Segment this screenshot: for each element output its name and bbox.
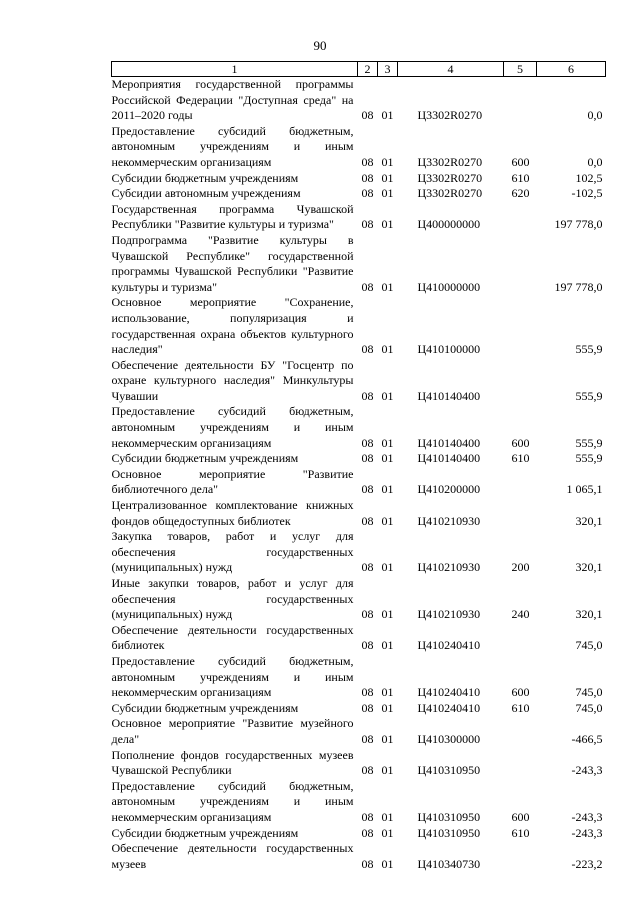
target-article-code: Ц410310950: [417, 809, 481, 824]
expense-type-code: 610: [511, 700, 530, 715]
subsection-code: 01: [381, 451, 394, 466]
header-cell: 2: [358, 62, 378, 77]
subsection-code: 01: [381, 560, 394, 575]
table-row: [112, 202, 606, 233]
expense-type-code: 620: [511, 186, 530, 201]
section-code: 08: [361, 731, 374, 746]
table-row: [112, 295, 606, 357]
subsection-code: 01: [381, 482, 394, 497]
row-name: Субсидии автономным учреждениям: [111, 186, 301, 201]
amount: 320,1: [575, 560, 603, 575]
amount: -466,5: [571, 731, 603, 746]
expense-type-code: 200: [511, 560, 530, 575]
target-article-code: Ц3302R0270: [417, 170, 483, 185]
amount: -243,3: [571, 825, 603, 840]
subsection-code: 01: [381, 513, 394, 528]
header-cell: 6: [537, 62, 606, 77]
expense-type-code: 240: [511, 607, 530, 622]
table-row: [112, 716, 606, 747]
subsection-code: 01: [381, 279, 394, 294]
section-code: 08: [361, 435, 374, 450]
section-code: 08: [361, 700, 374, 715]
row-name: Обеспечение деятельности государственных музеев: [111, 841, 354, 871]
header-cell: 3: [378, 62, 398, 77]
row-name: Иные закупки товаров, работ и услуг для обеспечения государственных (муниципальных) нужд: [111, 576, 354, 622]
subsection-code: 01: [381, 809, 394, 824]
section-code: 08: [361, 607, 374, 622]
row-name: Мероприятия государственной программы Российской Федерации "Доступная среда" на 2011–2020 годы: [111, 77, 354, 123]
table-row: [112, 576, 606, 623]
subsection-code: 01: [381, 435, 394, 450]
amount: 320,1: [575, 607, 603, 622]
section-code: 08: [361, 685, 374, 700]
amount: -243,3: [571, 809, 603, 824]
expense-type-code: [504, 467, 537, 498]
table-row: [112, 498, 606, 529]
subsection-code: 01: [381, 700, 394, 715]
row-name: Основное мероприятие "Развитие музейного дела": [111, 716, 354, 746]
target-article-code: Ц410340730: [417, 856, 481, 871]
amount: -243,3: [571, 763, 603, 778]
target-article-code: Ц410210930: [417, 560, 481, 575]
section-code: 08: [361, 388, 374, 403]
expense-type-code: 600: [511, 809, 530, 824]
section-code: 08: [361, 763, 374, 778]
section-code: 08: [361, 856, 374, 871]
row-name: Предоставление субсидий бюджетным, автономным учреждениям и иным некоммерческим организациям: [111, 778, 354, 824]
target-article-code: Ц410100000: [417, 342, 481, 357]
table-header-row: [112, 62, 606, 77]
section-code: 08: [361, 279, 374, 294]
target-article-code: Ц410140400: [417, 435, 481, 450]
table-row: [112, 124, 606, 171]
section-code: 08: [361, 342, 374, 357]
target-article-code: Ц410140400: [417, 451, 481, 466]
subsection-code: 01: [381, 763, 394, 778]
subsection-code: 01: [381, 217, 394, 232]
amount: 555,9: [575, 388, 603, 403]
expense-type-code: [504, 623, 537, 654]
section-code: 08: [361, 560, 374, 575]
target-article-code: Ц400000000: [417, 217, 481, 232]
section-code: 08: [361, 170, 374, 185]
header-cell: 1: [112, 62, 358, 77]
subsection-code: 01: [381, 825, 394, 840]
table-row: [112, 467, 606, 498]
table-row: [112, 841, 606, 872]
target-article-code: Ц3302R0270: [417, 154, 483, 169]
amount: 745,0: [575, 638, 603, 653]
target-article-code: Ц410210930: [417, 607, 481, 622]
amount: 745,0: [575, 700, 603, 715]
amount: 197 778,0: [554, 279, 603, 294]
expense-type-code: [504, 716, 537, 747]
target-article-code: Ц410200000: [417, 482, 481, 497]
row-name: Обеспечение деятельности государственных библиотек: [111, 622, 354, 653]
table-row: [112, 654, 606, 701]
section-code: 08: [361, 451, 374, 466]
table-row: [112, 186, 606, 202]
subsection-code: 01: [381, 638, 394, 653]
subsection-code: 01: [381, 342, 394, 357]
subsection-code: 01: [381, 856, 394, 871]
row-name: Закупка товаров, работ и услуг для обеспечения государственных (муниципальных) нужд: [111, 529, 354, 575]
row-name: Пополнение фондов государственных музеев Чувашской Республики: [111, 747, 354, 778]
header-cell: 4: [398, 62, 504, 77]
row-name: Субсидии бюджетным учреждениям: [111, 170, 299, 185]
row-name: Субсидии бюджетным учреждениям: [111, 825, 299, 840]
header-cell: 5: [504, 62, 537, 77]
subsection-code: 01: [381, 388, 394, 403]
expense-type-code: [504, 498, 537, 529]
table-row: [112, 171, 606, 187]
subsection-code: 01: [381, 607, 394, 622]
budget-table: [111, 61, 606, 872]
section-code: 08: [361, 186, 374, 201]
row-name: Субсидии бюджетным учреждениям: [111, 700, 299, 715]
expense-type-code: [504, 77, 537, 124]
expense-type-code: 600: [511, 435, 530, 450]
row-name: Предоставление субсидий бюджетным, автономным учреждениям и иным некоммерческим организациям: [111, 404, 354, 450]
table-row: [112, 451, 606, 467]
expense-type-code: [504, 841, 537, 872]
expense-type-code: [504, 358, 537, 405]
expense-type-code: [504, 233, 537, 295]
row-name: Государственная программа Чувашской Республики "Развитие культуры и туризма": [111, 201, 354, 232]
section-code: 08: [361, 809, 374, 824]
subsection-code: 01: [381, 154, 394, 169]
row-name: Подпрограмма "Развитие культуры в Чувашской Республике" государственной программы Чувашской Республики "Развитие культуры и туризма": [111, 232, 354, 294]
amount: -102,5: [571, 186, 603, 201]
amount: 745,0: [575, 685, 603, 700]
target-article-code: Ц410240410: [417, 685, 481, 700]
amount: 102,5: [575, 170, 603, 185]
expense-type-code: 600: [511, 685, 530, 700]
section-code: 08: [361, 825, 374, 840]
expense-type-code: 610: [511, 170, 530, 185]
expense-type-code: 610: [511, 451, 530, 466]
amount: 0,0: [587, 108, 603, 123]
table-row: [112, 233, 606, 295]
amount: 555,9: [575, 451, 603, 466]
expense-type-code: 600: [511, 154, 530, 169]
target-article-code: Ц410300000: [417, 731, 481, 746]
expense-type-code: 610: [511, 825, 530, 840]
amount: 320,1: [575, 513, 603, 528]
target-article-code: Ц410240410: [417, 638, 481, 653]
target-article-code: Ц3302R0270: [417, 186, 483, 201]
table-row: [112, 623, 606, 654]
table-row: [112, 77, 606, 124]
section-code: 08: [361, 217, 374, 232]
target-article-code: Ц410240410: [417, 700, 481, 715]
section-code: 08: [361, 513, 374, 528]
amount: 555,9: [575, 435, 603, 450]
target-article-code: Ц410210930: [417, 513, 481, 528]
table-row: [112, 748, 606, 779]
expense-type-code: [504, 202, 537, 233]
table-row: [112, 779, 606, 826]
target-article-code: Ц410310950: [417, 825, 481, 840]
subsection-code: 01: [381, 186, 394, 201]
target-article-code: Ц410140400: [417, 388, 481, 403]
section-code: 08: [361, 154, 374, 169]
amount: 555,9: [575, 342, 603, 357]
row-name: Основное мероприятие "Сохранение, использование, популяризация и государственная охрана объектов культурного наследия": [111, 295, 354, 357]
table-row: [112, 701, 606, 717]
table-row: [112, 404, 606, 451]
target-article-code: Ц3302R0270: [417, 108, 483, 123]
table-row: [112, 358, 606, 405]
section-code: 08: [361, 638, 374, 653]
subsection-code: 01: [381, 685, 394, 700]
subsection-code: 01: [381, 731, 394, 746]
amount: 0,0: [587, 154, 603, 169]
row-name: Централизованное комплектование книжных фондов общедоступных библиотек: [111, 498, 354, 528]
row-name: Субсидии бюджетным учреждениям: [111, 451, 299, 466]
row-name: Предоставление субсидий бюджетным, автономным учреждениям и иным некоммерческим организациям: [111, 123, 354, 169]
subsection-code: 01: [381, 170, 394, 185]
amount: -223,2: [571, 856, 603, 871]
expense-type-code: [504, 295, 537, 357]
row-name: Обеспечение деятельности БУ "Госцентр по охране культурного наследия" Минкультуры Чувашии: [111, 357, 354, 403]
page-number: 90: [313, 38, 327, 53]
section-code: 08: [361, 108, 374, 123]
table-row: [112, 529, 606, 576]
amount: 1 065,1: [566, 482, 603, 497]
expense-type-code: [504, 748, 537, 779]
row-name: Предоставление субсидий бюджетным, автономным учреждениям и иным некоммерческим организациям: [111, 653, 354, 700]
amount: 197 778,0: [554, 217, 603, 232]
row-name: Основное мероприятие "Развитие библиотечного дела": [111, 466, 354, 497]
subsection-code: 01: [381, 108, 394, 123]
table-row: [112, 826, 606, 842]
target-article-code: Ц410310950: [417, 763, 481, 778]
target-article-code: Ц410000000: [417, 279, 481, 294]
section-code: 08: [361, 482, 374, 497]
